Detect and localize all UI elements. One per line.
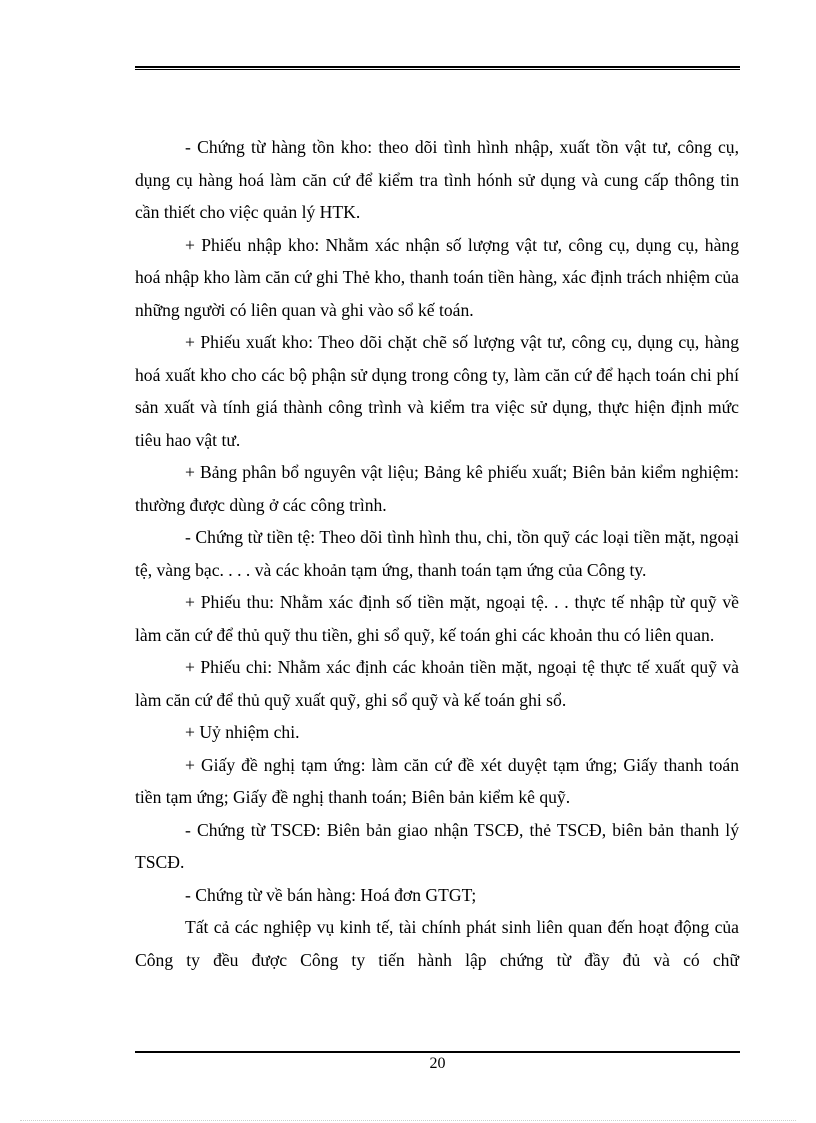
paragraph-fixed-asset-vouchers: - Chứng từ TSCĐ: Biên bản giao nhận TSCĐ, thẻ TSCĐ, biên bản thanh lý TSCĐ.: [135, 819, 739, 872]
paragraph-payment-voucher: + Phiếu chi: Nhằm xác định các khoản tiền mặt, ngoại tệ thực tế xuất quỹ và làm căn cứ để thủ quỹ xuất quỹ, ghi sổ quỹ và kế toán ghi sổ.: [135, 657, 739, 710]
footer-rule: [135, 1051, 740, 1053]
paragraph-summary: Tất cả các nghiệp vụ kinh tế, tài chính phát sinh liên quan đến hoạt động của Công ty đều được Công ty tiến hành lập chứng từ đầy đủ và có chữ: [135, 917, 739, 970]
body-text: [135, 131, 739, 976]
paragraph-goods-issue-note: + Phiếu xuất kho: Theo dõi chặt chẽ số lượng vật tư, công cụ, dụng cụ, hàng hoá xuất kho cho các bộ phận sử dụng trong công ty, làm căn cứ để hạch toán chi phí sản xuất và tính giá thành công trình và kiểm tra việc sử dụng, thực hiện định mức tiêu hao vật tư.: [135, 332, 739, 450]
paragraph-payment-order: + Uỷ nhiệm chi.: [185, 722, 300, 742]
paragraph-receipt-voucher: + Phiếu thu: Nhằm xác định số tiền mặt, ngoại tệ. . . thực tế nhập từ quỹ về làm căn cứ để thủ quỹ thu tiền, ghi sổ quỹ, kế toán ghi các khoản thu có liên quan.: [135, 592, 739, 645]
paragraph-cash-vouchers: - Chứng từ tiền tệ: Theo dõi tình hình thu, chi, tồn quỹ các loại tiền mặt, ngoại tệ, vàng bạc. . . . và các khoản tạm ứng, thanh toán tạm ứng của Công ty.: [135, 527, 739, 580]
page-bottom-dotted-edge: [20, 1120, 796, 1121]
header-double-rule: [135, 66, 740, 70]
paragraph-inventory-vouchers: - Chứng từ hàng tồn kho: theo dõi tình hình nhập, xuất tồn vật tư, công cụ, dụng cụ hàng hoá làm căn cứ để kiểm tra tình hónh sử dụng và cung cấp thông tin cần thiết cho việc quản lý HTK.: [135, 137, 739, 222]
paragraph-sales-vouchers: - Chứng từ về bán hàng: Hoá đơn GTGT;: [185, 884, 477, 905]
paragraph-advance-request: + Giấy đề nghị tạm ứng: làm căn cứ đề xét duyệt tạm ứng; Giấy thanh toán tiền tạm ứng; Giấy đề nghị thanh toán; Biên bản kiểm kê quỹ.: [135, 754, 739, 807]
page-number: 20: [429, 1055, 446, 1072]
paragraph-goods-receipt-note: + Phiếu nhập kho: Nhằm xác nhận số lượng vật tư, công cụ, dụng cụ, hàng hoá nhập kho làm căn cứ ghi Thẻ kho, thanh toán tiền hàng, xác định trách nhiệm của những người có liên quan và ghi vào sổ kế toán.: [135, 234, 739, 320]
paragraph-allocation-table: + Bảng phân bổ nguyên vật liệu; Bảng kê phiếu xuất; Biên bản kiểm nghiệm: thường được dùng ở các công trình.: [135, 462, 739, 515]
